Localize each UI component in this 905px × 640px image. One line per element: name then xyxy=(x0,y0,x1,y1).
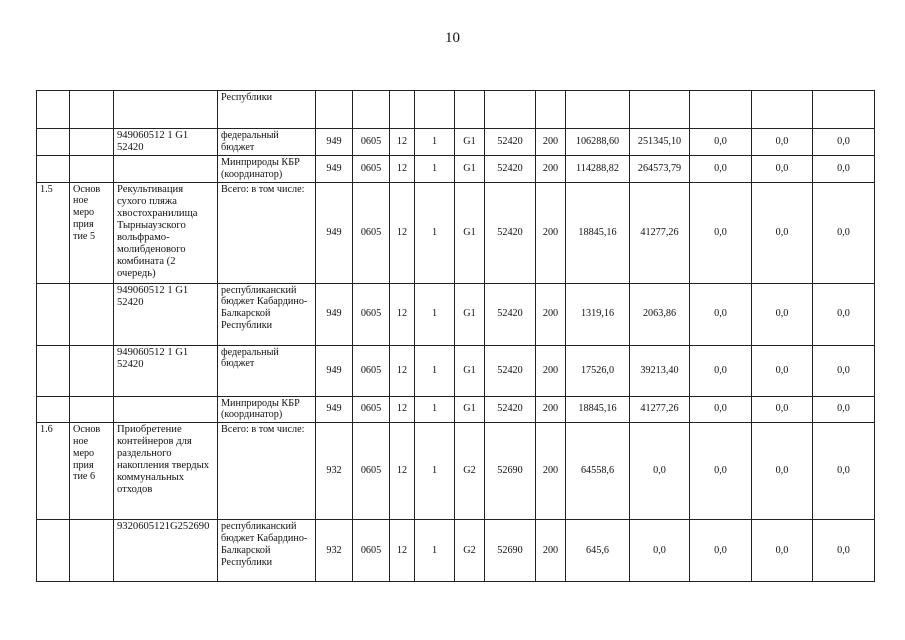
cell-event: Основ ное меро прия тие 6 xyxy=(70,423,114,520)
cell-amount-3: 0,0 xyxy=(690,345,752,396)
cell-event xyxy=(70,283,114,345)
cell-grbs: 949 xyxy=(316,129,353,156)
cell-amount-5: 0,0 xyxy=(813,283,875,345)
cell-amount-4: 0,0 xyxy=(752,520,813,582)
cell-program: 12 xyxy=(390,520,415,582)
cell-number xyxy=(37,91,70,129)
cell-event: Основ ное меро прия тие 5 xyxy=(70,182,114,283)
cell-project: G1 xyxy=(455,156,485,183)
cell-source: Республики xyxy=(218,91,316,129)
cell-project: G1 xyxy=(455,345,485,396)
page-number: 10 xyxy=(445,30,460,46)
table-row xyxy=(37,91,875,129)
cell-amount-1: 645,6 xyxy=(566,520,630,582)
cell-amount-2: 251345,10 xyxy=(630,129,690,156)
cell-name: Рекультивация сухого пляжа хвостохранилища Тырныаузского вольфрамо-молибденового комбината (2 очередь) xyxy=(114,182,218,283)
cell-direction: 52420 xyxy=(485,182,536,283)
cell-number xyxy=(37,283,70,345)
cell-event xyxy=(70,345,114,396)
cell-amount-3: 0,0 xyxy=(690,520,752,582)
cell-subprogram xyxy=(415,91,455,129)
cell-project: G1 xyxy=(455,396,485,423)
cell-project: G2 xyxy=(455,520,485,582)
cell-amount-5: 0,0 xyxy=(813,396,875,423)
cell-amount-2: 41277,26 xyxy=(630,182,690,283)
cell-amount-2: 0,0 xyxy=(630,520,690,582)
cell-vr: 200 xyxy=(536,345,566,396)
cell-name xyxy=(114,156,218,183)
cell-number xyxy=(37,520,70,582)
cell-source: Всего: в том числе: xyxy=(218,182,316,283)
cell-project: G1 xyxy=(455,129,485,156)
cell-subprogram: 1 xyxy=(415,520,455,582)
cell-rzpr: 0605 xyxy=(353,396,390,423)
cell-amount-3: 0,0 xyxy=(690,156,752,183)
cell-amount-4: 0,0 xyxy=(752,423,813,520)
cell-source: федеральный бюджет xyxy=(218,345,316,396)
cell-source: республиканский бюджет Кабардино-Балкарской Республики xyxy=(218,283,316,345)
cell-vr: 200 xyxy=(536,129,566,156)
cell-subprogram: 1 xyxy=(415,396,455,423)
cell-grbs: 932 xyxy=(316,520,353,582)
cell-subprogram: 1 xyxy=(415,129,455,156)
cell-source: федеральный бюджет xyxy=(218,129,316,156)
cell-amount-1 xyxy=(566,91,630,129)
cell-amount-5: 0,0 xyxy=(813,129,875,156)
cell-subprogram: 1 xyxy=(415,182,455,283)
cell-amount-2: 39213,40 xyxy=(630,345,690,396)
cell-program: 12 xyxy=(390,182,415,283)
cell-rzpr: 0605 xyxy=(353,182,390,283)
cell-amount-2: 0,0 xyxy=(630,423,690,520)
cell-amount-3: 0,0 xyxy=(690,283,752,345)
cell-direction xyxy=(485,91,536,129)
cell-amount-4: 0,0 xyxy=(752,396,813,423)
cell-program: 12 xyxy=(390,156,415,183)
cell-amount-2 xyxy=(630,91,690,129)
cell-amount-1: 18845,16 xyxy=(566,182,630,283)
cell-source: Минприроды КБР (координатор) xyxy=(218,396,316,423)
cell-vr: 200 xyxy=(536,423,566,520)
cell-rzpr xyxy=(353,91,390,129)
cell-name: 949060512 1 G1 52420 xyxy=(114,129,218,156)
cell-amount-5 xyxy=(813,91,875,129)
cell-program: 12 xyxy=(390,129,415,156)
cell-event xyxy=(70,91,114,129)
cell-number xyxy=(37,396,70,423)
cell-grbs: 949 xyxy=(316,156,353,183)
cell-event xyxy=(70,520,114,582)
cell-grbs xyxy=(316,91,353,129)
cell-program: 12 xyxy=(390,423,415,520)
cell-amount-5: 0,0 xyxy=(813,182,875,283)
cell-direction: 52420 xyxy=(485,156,536,183)
cell-event xyxy=(70,129,114,156)
cell-event xyxy=(70,156,114,183)
cell-program: 12 xyxy=(390,283,415,345)
cell-amount-2: 264573,79 xyxy=(630,156,690,183)
cell-amount-4: 0,0 xyxy=(752,345,813,396)
cell-amount-5: 0,0 xyxy=(813,423,875,520)
cell-amount-3: 0,0 xyxy=(690,396,752,423)
cell-amount-5: 0,0 xyxy=(813,520,875,582)
cell-vr: 200 xyxy=(536,520,566,582)
cell-rzpr: 0605 xyxy=(353,129,390,156)
budget-table xyxy=(36,90,875,582)
cell-grbs: 949 xyxy=(316,182,353,283)
cell-grbs: 932 xyxy=(316,423,353,520)
table-row xyxy=(37,345,875,396)
table-row xyxy=(37,129,875,156)
cell-amount-1: 1319,16 xyxy=(566,283,630,345)
cell-rzpr: 0605 xyxy=(353,156,390,183)
cell-direction: 52690 xyxy=(485,520,536,582)
cell-amount-4: 0,0 xyxy=(752,129,813,156)
cell-vr: 200 xyxy=(536,182,566,283)
cell-subprogram: 1 xyxy=(415,156,455,183)
cell-number xyxy=(37,129,70,156)
cell-program xyxy=(390,91,415,129)
cell-source: Минприроды КБР (координатор) xyxy=(218,156,316,183)
cell-subprogram: 1 xyxy=(415,345,455,396)
cell-direction: 52420 xyxy=(485,283,536,345)
cell-number xyxy=(37,156,70,183)
cell-grbs: 949 xyxy=(316,396,353,423)
cell-subprogram: 1 xyxy=(415,283,455,345)
cell-vr: 200 xyxy=(536,156,566,183)
cell-rzpr: 0605 xyxy=(353,283,390,345)
cell-subprogram: 1 xyxy=(415,423,455,520)
cell-amount-3: 0,0 xyxy=(690,423,752,520)
cell-rzpr: 0605 xyxy=(353,345,390,396)
cell-project xyxy=(455,91,485,129)
cell-amount-4: 0,0 xyxy=(752,182,813,283)
table-row xyxy=(37,423,875,520)
cell-grbs: 949 xyxy=(316,345,353,396)
cell-amount-4: 0,0 xyxy=(752,283,813,345)
cell-event xyxy=(70,396,114,423)
cell-amount-2: 2063,86 xyxy=(630,283,690,345)
cell-vr: 200 xyxy=(536,283,566,345)
cell-amount-3 xyxy=(690,91,752,129)
table-row xyxy=(37,156,875,183)
cell-amount-1: 64558,6 xyxy=(566,423,630,520)
cell-amount-3: 0,0 xyxy=(690,129,752,156)
cell-name: Приобретение контейнеров для раздельного накопления твердых коммунальных отходов xyxy=(114,423,218,520)
cell-direction: 52420 xyxy=(485,345,536,396)
cell-amount-1: 106288,60 xyxy=(566,129,630,156)
cell-amount-3: 0,0 xyxy=(690,182,752,283)
cell-grbs: 949 xyxy=(316,283,353,345)
cell-program: 12 xyxy=(390,345,415,396)
cell-direction: 52420 xyxy=(485,129,536,156)
cell-project: G1 xyxy=(455,283,485,345)
table-row xyxy=(37,283,875,345)
cell-name: 949060512 1 G1 52420 xyxy=(114,283,218,345)
cell-amount-5: 0,0 xyxy=(813,156,875,183)
cell-source: республиканский бюджет Кабардино-Балкарской Республики xyxy=(218,520,316,582)
cell-name xyxy=(114,91,218,129)
cell-name: 949060512 1 G1 52420 xyxy=(114,345,218,396)
cell-number: 1.5 xyxy=(37,182,70,283)
cell-direction: 52690 xyxy=(485,423,536,520)
cell-vr: 200 xyxy=(536,396,566,423)
table-row xyxy=(37,396,875,423)
cell-source: Всего: в том числе: xyxy=(218,423,316,520)
cell-rzpr: 0605 xyxy=(353,520,390,582)
cell-amount-1: 18845,16 xyxy=(566,396,630,423)
cell-amount-1: 114288,82 xyxy=(566,156,630,183)
cell-project: G2 xyxy=(455,423,485,520)
cell-number xyxy=(37,345,70,396)
cell-amount-5: 0,0 xyxy=(813,345,875,396)
table-row xyxy=(37,520,875,582)
cell-amount-4: 0,0 xyxy=(752,156,813,183)
table-row xyxy=(37,182,875,283)
cell-number: 1.6 xyxy=(37,423,70,520)
cell-direction: 52420 xyxy=(485,396,536,423)
cell-name xyxy=(114,396,218,423)
cell-rzpr: 0605 xyxy=(353,423,390,520)
cell-amount-1: 17526,0 xyxy=(566,345,630,396)
cell-vr xyxy=(536,91,566,129)
cell-amount-4 xyxy=(752,91,813,129)
cell-project: G1 xyxy=(455,182,485,283)
cell-program: 12 xyxy=(390,396,415,423)
cell-name: 9320605121G252690 xyxy=(114,520,218,582)
cell-amount-2: 41277,26 xyxy=(630,396,690,423)
